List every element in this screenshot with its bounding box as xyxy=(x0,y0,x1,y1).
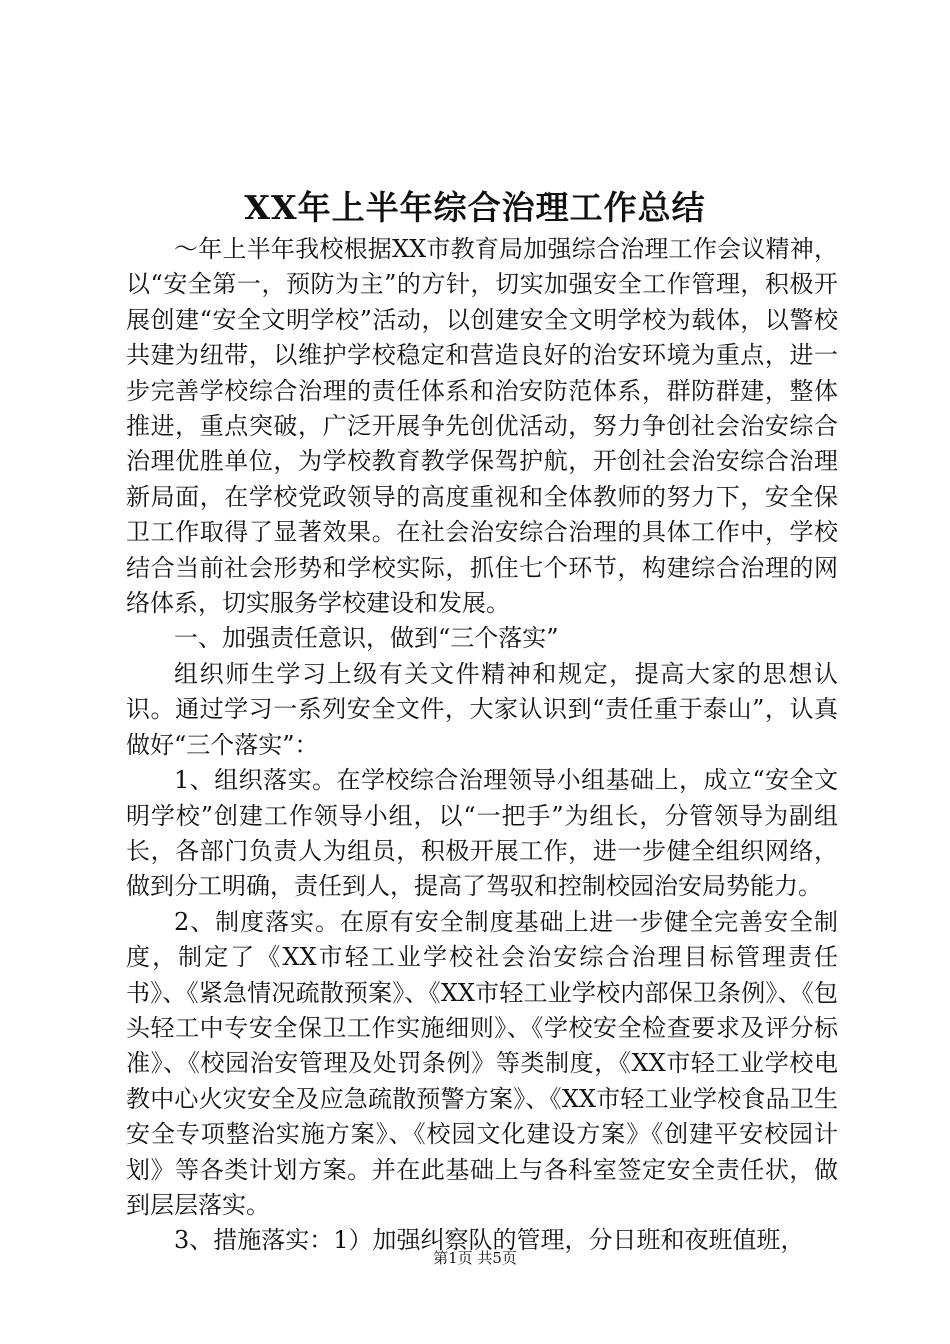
paragraph-study: 组织师生学习上级有关文件精神和规定，提高大家的思想认识。通过学习一系列安全文件，大家认识到“责任重于泰山”，认真做好“三个落实”： xyxy=(126,659,838,759)
paragraph-organization: 1、组织落实。在学校综合治理领导小组基础上，成立“安全文明学校”创建工作领导小组，以“一把手”为组长，分管领导为副组长，各部门负责人为组员，积极开展工作，进一步健全组织网络，做到分工明确，责任到人，提高了驾驭和控制校园治安局势能力。 xyxy=(126,766,838,901)
paragraph-measures: 3、措施落实：1）加强纠察队的管理，分日班和夜班值班， xyxy=(174,1226,805,1255)
paragraph-system: 2、制度落实。在原有安全制度基础上进一步健全完善安全制度，制定了《XX市轻工业学校社会治安综合治理目标管理责任书》、《紧急情况疏散预案》、《XX市轻工业学校内部保卫条例》、《包头轻工中专安全保卫工作实施细则》、《学校安全检查要求及评分标准》、《校园治安管理及处罚条例》等类制度，《XX市轻工业学校电教中心火灾安全及应急疏散预警方案》、《XX市轻工业学校食品卫生安全专项整治实施方案》、《校园文化建设方案》《创建平安校园计划》等各类计划方案。并在此基础上与各科室签定安全责任状，做到层层落实。 xyxy=(126,907,838,1219)
document-title: XX年上半年综合治理工作总结 xyxy=(244,188,706,227)
paragraph-intro: ～年上半年我校根据XX市教育局加强综合治理工作会议精神，以“安全第一，预防为主”的方针，切实加强安全工作管理，积极开展创建“安全文明学校”活动，以创建安全文明学校为载体，以警校共建为纽带，以维护学校稳定和营造良好的治安环境为重点，进一步完善学校综合治理的责任体系和治安防范体系，群防群建，整体推进，重点突破，广泛开展争先创优活动，努力争创社会治安综合治理优胜单位，为学校教育教学保驾护航，开创社会治安综合治理新局面，在学校党政领导的高度重视和全体教师的努力下，安全保卫工作取得了显著效果。在社会治安综合治理的具体工作中，学校结合当前社会形势和学校实际，抓住七个环节，构建综合治理的网络体系，切实服务学校建设和发展。 xyxy=(126,235,838,618)
document-body xyxy=(126,232,838,1259)
page-indicator: 第1页 共5页 xyxy=(433,1249,517,1267)
section-heading-1: 一、加强责任意识，做到“三个落实” xyxy=(174,624,559,653)
